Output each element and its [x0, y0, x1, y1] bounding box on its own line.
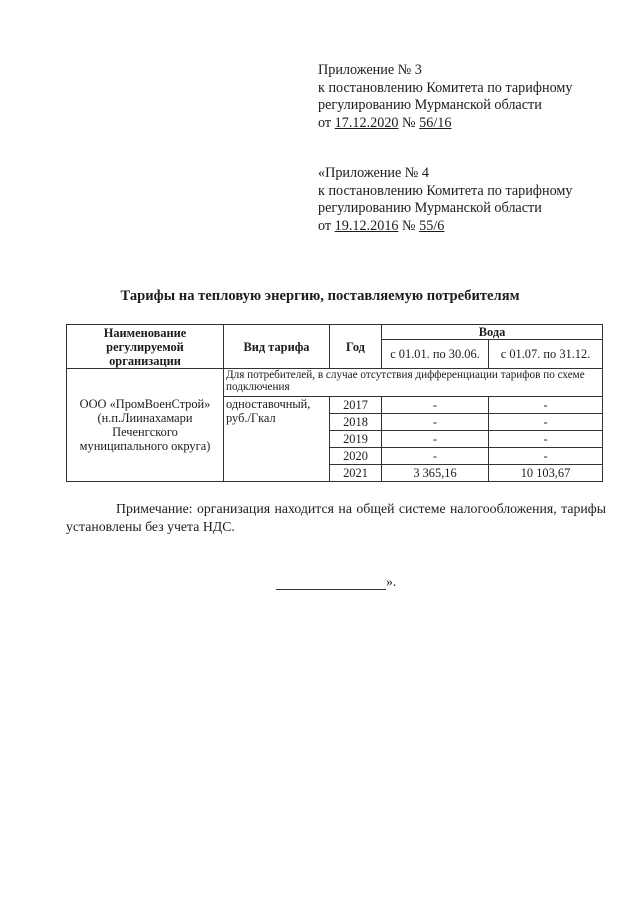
resolution-date: 19.12.2016 [334, 217, 399, 234]
table-header-row [67, 325, 603, 340]
value-cell: - [489, 431, 603, 448]
appendix-3-header [318, 62, 573, 132]
number-sign: № [398, 114, 420, 131]
appendix-date-line [318, 115, 573, 133]
appendix-resolution-line: к постановлению Комитета по тарифному [318, 182, 573, 199]
value-cell: - [489, 414, 603, 431]
header-tariff-type: Вид тарифа [224, 325, 330, 369]
date-prefix: от [318, 217, 335, 234]
value-cell: - [382, 431, 489, 448]
value-cell: 3 365,16 [382, 465, 489, 482]
tariff-type-cell: одноставочный, руб./Гкал [224, 397, 330, 482]
appendix-title: «Приложение № 4 [318, 165, 429, 181]
appendix-authority-line: регулированию Мурманской области [318, 200, 542, 216]
value-cell: 10 103,67 [489, 465, 603, 482]
tariff-table [66, 324, 603, 482]
resolution-number: 55/6 [419, 217, 445, 234]
year-cell: 2020 [330, 448, 382, 465]
year-cell: 2021 [330, 465, 382, 482]
appendix-resolution-line: к постановлению Комитета по тарифному [318, 79, 573, 96]
appendix-date-line [318, 218, 573, 236]
header-period-2: с 01.07. по 31.12. [489, 340, 603, 369]
value-cell: - [489, 397, 603, 414]
value-cell: - [382, 448, 489, 465]
year-cell: 2018 [330, 414, 382, 431]
year-cell: 2017 [330, 397, 382, 414]
appendix-4-header [318, 165, 573, 235]
header-organization: Наименование регулируемой организации [67, 325, 224, 369]
resolution-number: 56/16 [419, 114, 452, 131]
header-water-group: Вода [382, 325, 603, 340]
appendix-title: Приложение № 3 [318, 62, 422, 78]
date-prefix: от [318, 114, 335, 131]
closing-signature-line [276, 574, 396, 590]
organization-cell: ООО «ПромВоенСтрой» (н.п.Лиинахамари Печенгского муниципального округа) [67, 369, 224, 482]
consumer-note-cell: Для потребителей, в случае отсутствия дифференциации тарифов по схеме подключения [224, 369, 603, 397]
number-sign: № [398, 217, 420, 234]
value-cell: - [382, 414, 489, 431]
blank-line [276, 576, 386, 590]
table-row [67, 369, 603, 397]
remark-paragraph: Примечание: организация находится на общей системе налогообложения, тарифы установлены без учета НДС. [66, 501, 606, 534]
year-cell: 2019 [330, 431, 382, 448]
value-cell: - [489, 448, 603, 465]
document-title: Тарифы на тепловую энергию, поставляемую потребителям [120, 288, 520, 304]
header-year: Год [330, 325, 382, 369]
value-cell: - [382, 397, 489, 414]
closing-quote: ». [386, 574, 397, 589]
appendix-authority-line: регулированию Мурманской области [318, 97, 542, 113]
header-period-1: с 01.01. по 30.06. [382, 340, 489, 369]
resolution-date: 17.12.2020 [334, 114, 399, 131]
